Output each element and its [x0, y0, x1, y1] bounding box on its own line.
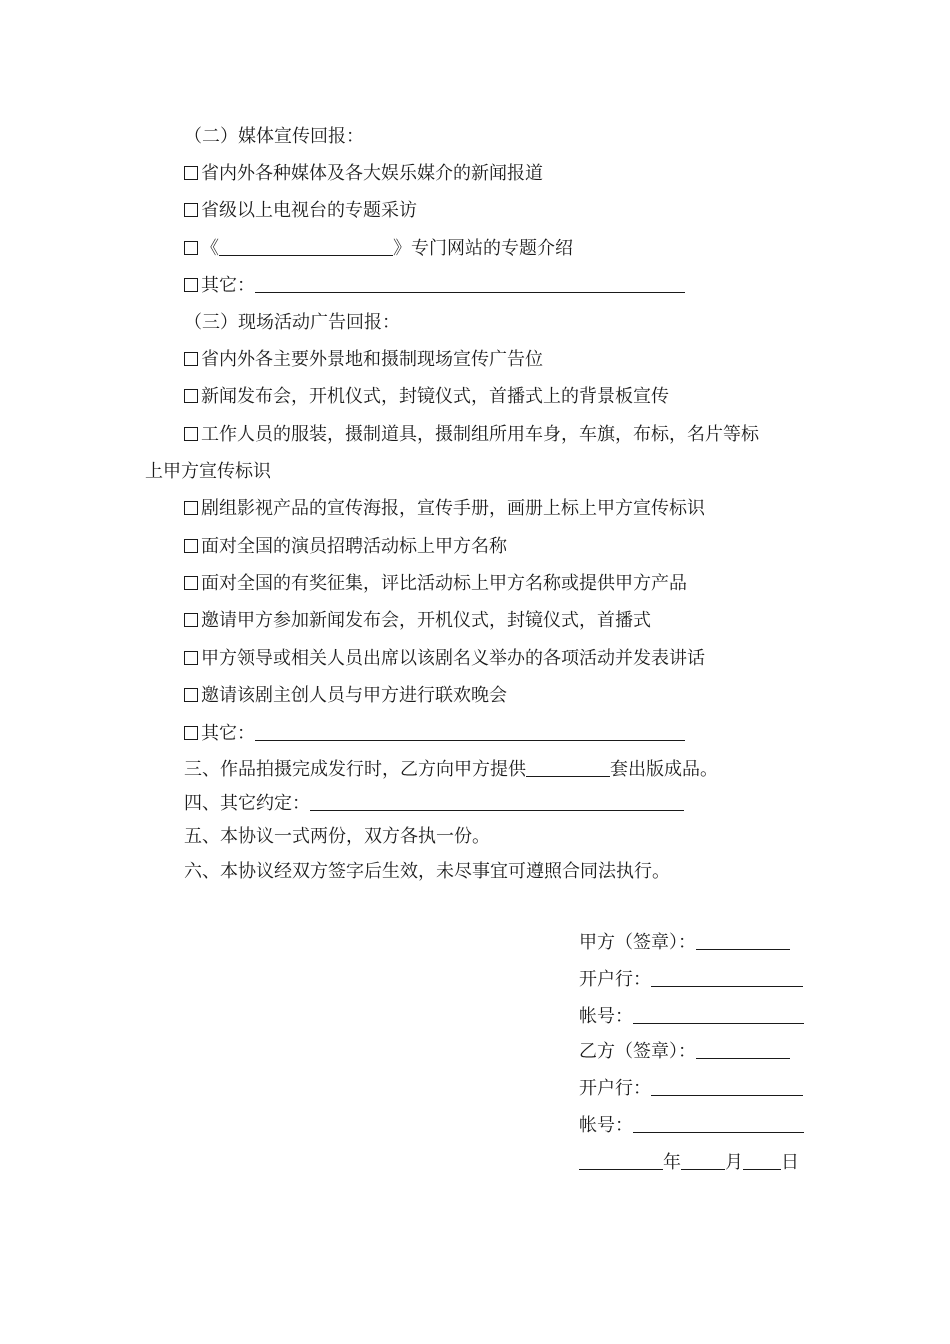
checkbox[interactable]	[184, 352, 198, 366]
checkbox[interactable]	[184, 688, 198, 702]
media-item-website: 《 》专门网站的专题介绍	[184, 237, 573, 260]
website-name-blank[interactable]	[219, 237, 393, 256]
clause-3: 三、作品拍摄完成发行时，乙方向甲方提供 套出版成品。	[184, 759, 718, 780]
checkbox[interactable]	[184, 389, 198, 403]
checkbox[interactable]	[184, 427, 198, 441]
party-b-bank: 开户行：	[579, 1077, 803, 1100]
party-b-account: 帐号：	[579, 1114, 804, 1137]
party-b-signature-blank[interactable]	[696, 1040, 790, 1059]
media-item-other: 其它：	[184, 274, 685, 297]
onsite-item: 甲方领导或相关人员出席以该剧名义举办的各项活动并发表讲话	[184, 648, 705, 670]
onsite-item-other: 其它：	[184, 722, 685, 745]
onsite-other-blank[interactable]	[255, 722, 685, 741]
clause-6: 六、本协议经双方签字后生效，未尽事宜可遵照合同法执行。	[184, 861, 670, 882]
date-line: 年 月 日	[579, 1151, 799, 1174]
party-b-bank-blank[interactable]	[651, 1077, 803, 1096]
onsite-item: 剧组影视产品的宣传海报，宣传手册，画册上标上甲方宣传标识	[184, 498, 705, 520]
party-a-bank: 开户行：	[579, 968, 803, 991]
onsite-item: 邀请甲方参加新闻发布会，开机仪式，封镜仪式，首播式	[184, 610, 651, 632]
onsite-item: 工作人员的服装，摄制道具，摄制组所用车身，车旗，布标，名片等标	[184, 424, 759, 446]
checkbox[interactable]	[184, 576, 198, 590]
onsite-item: 邀请该剧主创人员与甲方进行联欢晚会	[184, 685, 507, 707]
media-item: 省内外各种媒体及各大娱乐媒介的新闻报道	[184, 163, 543, 185]
checkbox[interactable]	[184, 726, 198, 740]
checkbox[interactable]	[184, 501, 198, 515]
day-blank[interactable]	[743, 1151, 781, 1170]
onsite-item: 省内外各主要外景地和摄制现场宣传广告位	[184, 349, 543, 371]
clause-5: 五、本协议一式两份，双方各执一份。	[184, 826, 490, 847]
party-a-signature-blank[interactable]	[696, 931, 790, 950]
other-terms-blank[interactable]	[310, 792, 684, 811]
onsite-item: 面对全国的演员招聘活动标上甲方名称	[184, 536, 507, 558]
month-blank[interactable]	[681, 1151, 725, 1170]
media-other-blank[interactable]	[255, 274, 685, 293]
checkbox[interactable]	[184, 613, 198, 627]
year-blank[interactable]	[579, 1151, 663, 1170]
party-a-account-blank[interactable]	[633, 1005, 804, 1024]
party-a-account: 帐号：	[579, 1005, 804, 1028]
party-b-account-blank[interactable]	[633, 1114, 804, 1133]
onsite-item-continuation: 上甲方宣传标识	[145, 461, 271, 482]
media-heading: （二）媒体宣传回报：	[184, 126, 364, 147]
party-a-bank-blank[interactable]	[651, 968, 803, 987]
party-b-signature: 乙方（签章）：	[579, 1040, 790, 1063]
clause-4: 四、其它约定：	[184, 792, 684, 815]
copies-blank[interactable]	[526, 758, 610, 777]
checkbox[interactable]	[184, 241, 198, 255]
checkbox[interactable]	[184, 539, 198, 553]
checkbox[interactable]	[184, 166, 198, 180]
party-a-signature: 甲方（签章）：	[579, 931, 790, 954]
onsite-heading: （三）现场活动广告回报：	[184, 312, 400, 333]
media-item: 省级以上电视台的专题采访	[184, 200, 417, 222]
onsite-item: 面对全国的有奖征集，评比活动标上甲方名称或提供甲方产品	[184, 573, 687, 595]
checkbox[interactable]	[184, 278, 198, 292]
onsite-item: 新闻发布会，开机仪式，封镜仪式，首播式上的背景板宣传	[184, 386, 669, 408]
checkbox[interactable]	[184, 203, 198, 217]
checkbox[interactable]	[184, 651, 198, 665]
